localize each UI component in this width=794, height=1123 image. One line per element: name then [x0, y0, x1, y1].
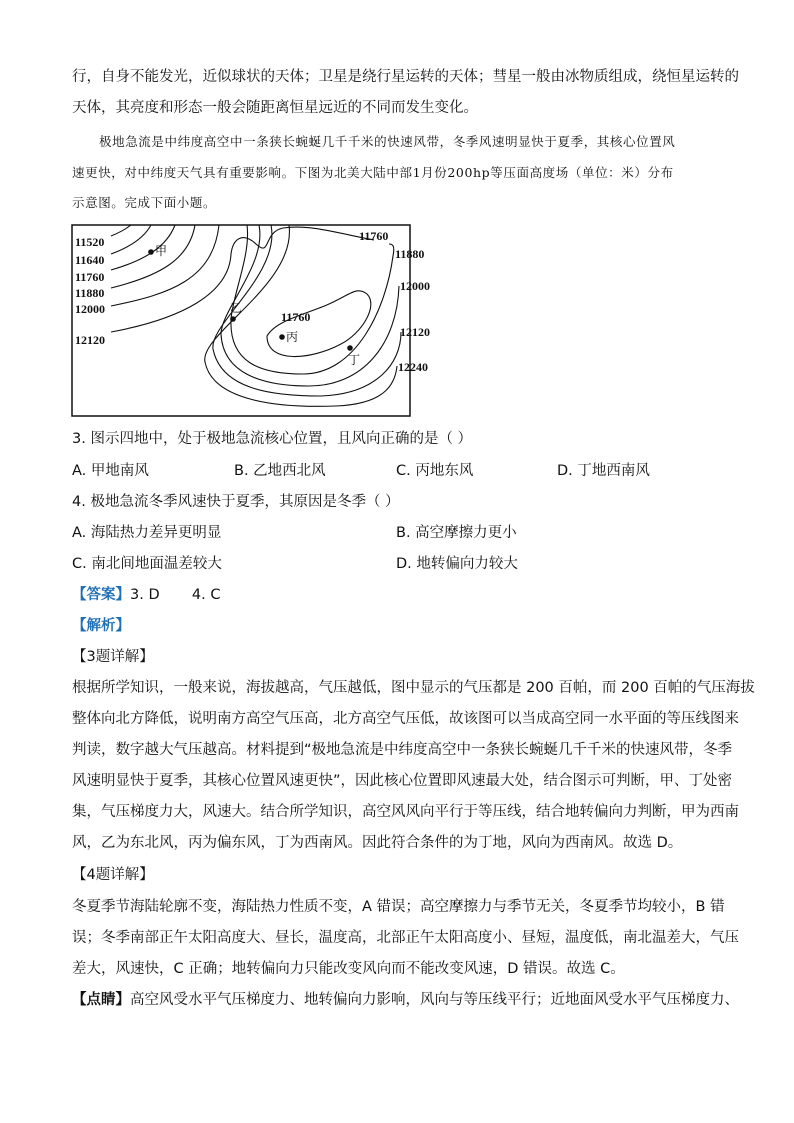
q3-detail-line: 风速明显快于夏季，其核心位置风速更快”，因此核心位置即风速最大处，结合图示可判断，甲、丁处密: [72, 773, 733, 789]
contour-label: 12240: [398, 360, 428, 374]
passage-line-2: 速更快，对中纬度天气具有重要影响。下图为北美大陆中部1月份200hp等压面高度场（单位：米）分布: [72, 165, 674, 180]
q3-detail-line: 根据所学知识，一般来说，海拔越高，气压越低，图中显示的气压都是 200 百帕，而 200 百帕的气压海拔: [72, 680, 755, 696]
q4-option-d: D. 地转偏向力较大: [396, 556, 518, 572]
analysis-tag: 【解析】: [72, 618, 130, 634]
answer-tag: 【答案】: [72, 587, 130, 603]
contour-label: 12000: [75, 302, 105, 316]
point-bing-label: 丙: [286, 330, 299, 344]
contour-label: 11760: [359, 229, 389, 243]
q3-option-c: C. 丙地东风: [396, 463, 474, 479]
point-ding-label: 丁: [348, 353, 361, 367]
intro-line-2: 天体，其亮度和形态一般会随距离恒星远近的不同而发生变化。: [72, 100, 478, 116]
tip-line: [72, 985, 739, 1016]
point-ding-marker: [347, 345, 353, 351]
q3-detail-line: 整体向北方降低，说明南方高空气压高，北方高空气压低，故该图可以当成高空同一水平面的等压线图来: [72, 711, 739, 727]
map-frame: [72, 225, 410, 416]
q3-stem: 3. 图示四地中，处于极地急流核心位置，且风向正确的是（ ）: [72, 431, 473, 447]
tip-text: 高空风受水平气压梯度力、地转偏向力影响，风向与等压线平行；近地面风受水平气压梯度力、: [130, 992, 739, 1008]
passage-line-3: 示意图。完成下面小题。: [72, 195, 217, 210]
point-jia-label: 甲: [155, 244, 168, 258]
contour-label: 11880: [395, 247, 425, 261]
q4-option-b: B. 高空摩擦力更小: [396, 525, 517, 541]
point-bing-marker: [279, 334, 285, 340]
contour-label: 11760: [281, 310, 311, 324]
point-yi-marker: [230, 316, 236, 322]
q4-option-a: A. 海陆热力差异更明显: [72, 525, 222, 541]
q3-option-a: A. 甲地南风: [72, 463, 149, 479]
answer-text: 3. D 4. C: [130, 587, 221, 603]
analysis-heading: [72, 611, 722, 642]
contour-label: 12120: [400, 325, 430, 339]
point-jia-marker: [148, 249, 154, 255]
tip-tag: 【点睛】: [72, 992, 130, 1008]
q4-stem: 4. 极地急流冬季风速快于夏季，其原因是冬季（ ）: [72, 494, 400, 510]
q4-detail-line: 误；冬季南部正午太阳高度大、昼长，温度高，北部正午太阳高度小、昼短，温度低，南北温差大，气压: [72, 930, 739, 946]
intro-line-1: 行，自身不能发光，近似球状的天体；卫星是绕行星运转的天体；彗星一般由冰物质组成，绕恒星运转的: [72, 69, 739, 85]
q4-detail-line: 差大，风速快，C 正确；地转偏向力只能改变风向而不能改变风速，D 错误。故选 C。: [72, 961, 625, 977]
q3-detail-line: 集，气压梯度力大，风速大。结合所学知识，高空风风向平行于等压线，结合地转偏向力判断，甲为西南: [72, 804, 739, 820]
isobaric-height-map: [71, 224, 430, 418]
q4-detail-line: 冬夏季节海陆轮廓不变，海陆热力性质不变，A 错误；高空摩擦力与季节无关，冬夏季节均较小，B 错: [72, 899, 725, 915]
q4-detail-heading: 【4题详解】: [72, 867, 154, 883]
answer-line: [72, 580, 722, 611]
contour-label: 11640: [75, 253, 105, 267]
passage-line-1: 极地急流是中纬度高空中一条狭长蜿蜒几千千米的快速风带，冬季风速明显快于夏季，其核心位置风: [99, 134, 676, 149]
q3-option-d: D. 丁地西南风: [557, 463, 650, 479]
point-yi-label: 乙: [230, 301, 243, 315]
contour-label: 11760: [75, 270, 105, 284]
contour-label: 12120: [75, 333, 105, 347]
q3-detail-line: 风，乙为东北风，丙为偏东风，丁为西南风。因此符合条件的为丁地，风向为西南风。故选 D。: [72, 835, 683, 851]
contour-label: 11520: [75, 235, 105, 249]
q3-option-b: B. 乙地西北风: [234, 463, 326, 479]
q3-detail-line: 判读，数字越大气压越高。材料提到“极地急流是中纬度高空中一条狭长蜿蜒几千千米的快速风带，冬季: [72, 742, 733, 758]
contour-label: 11880: [75, 286, 105, 300]
q4-option-c: C. 南北间地面温差较大: [72, 556, 222, 572]
q3-detail-heading: 【3题详解】: [72, 649, 154, 665]
contour-label: 12000: [400, 279, 430, 293]
